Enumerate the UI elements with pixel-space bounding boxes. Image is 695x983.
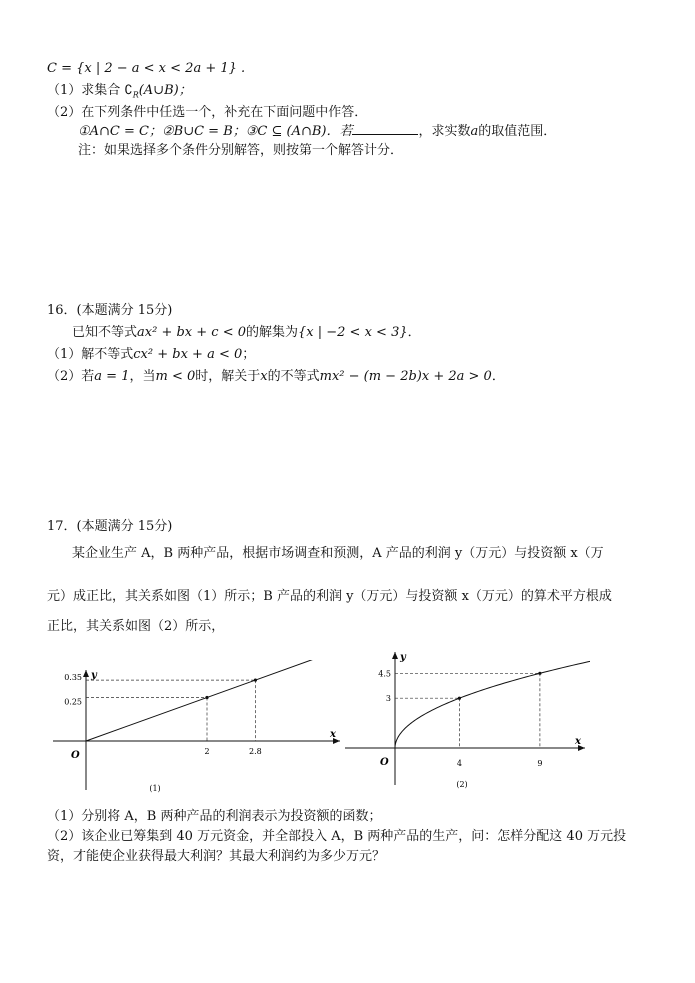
p16-stem	[72, 324, 421, 342]
p16-part2-a: （2）若	[47, 369, 95, 384]
p15-options-var: a	[470, 124, 479, 139]
y-axis-arrow	[392, 652, 398, 659]
origin-label: O	[71, 750, 80, 761]
figure-1-chart	[48, 660, 348, 800]
x-tick-label: 2.8	[249, 747, 262, 756]
p16-part2-cond2: m < 0	[155, 369, 196, 384]
p17-header-text: 17．(本题满分 15分)	[47, 519, 173, 534]
series-line	[395, 654, 590, 748]
p17-para2-text: 元）成正比，其关系如图（1）所示；B 产品的利润 y（万元）与投资额 x（万元）的算术平方根成	[47, 589, 612, 604]
p16-part2-var: x	[260, 369, 268, 384]
y-axis-label: y	[91, 670, 97, 681]
p16-part1	[47, 346, 255, 364]
p16-stem-expression: ax² + bx + c < 0	[137, 325, 246, 340]
p16-part2-b: ，当	[129, 369, 156, 384]
x-axis-label: x	[330, 729, 336, 740]
p16-stem-end: ．	[407, 325, 421, 340]
x-tick-label: 9	[537, 759, 543, 768]
p15-part1-text: （1）求集合 ∁	[47, 83, 133, 98]
x-tick-label: 2	[204, 747, 210, 756]
p15-part1-expression: (A∪B)；	[138, 83, 192, 98]
p16-part2-d: 的不等式	[267, 369, 320, 384]
set-c-expression: C = {x | 2 − a < x < 2a + 1} .	[47, 61, 246, 76]
p16-solution-set: {x | −2 < x < 3}	[298, 325, 408, 340]
p17-q2-text: （2）该企业已筹集到 40 万元资金，并全部投入 A，B 两种产品的生产，问：怎样分配这 40 万元投	[47, 829, 627, 844]
p16-stem-b: 的解集为	[246, 325, 299, 340]
p17-q1-text: （1）分别将 A，B 两种产品的利润表示为投资额的函数；	[47, 809, 382, 824]
p17-para1	[72, 545, 604, 563]
p17-para3	[47, 618, 224, 636]
p17-para3-text: 正比，其关系如图（2）所示，	[47, 619, 225, 634]
y-tick-label: 4.5	[378, 669, 391, 679]
figure-caption: (2)	[456, 780, 468, 789]
series-line	[86, 660, 348, 741]
p16-header	[47, 302, 172, 320]
x-tick-label: 4	[456, 759, 462, 768]
p16-part2-cond: a = 1	[94, 369, 130, 384]
p16-header-text: 16．(本题满分 15分)	[47, 303, 173, 318]
origin-label: O	[380, 757, 389, 768]
p17-para1-text: 某企业生产 A，B 两种产品，根据市场调查和预测，A 产品的利润 y（万元）与投资额 x（万	[72, 546, 604, 561]
figure-caption: (1)	[149, 784, 161, 793]
y-axis-arrow	[83, 670, 89, 677]
p16-part2-end: ．	[491, 369, 505, 384]
p15-note-text: 注：如果选择多个条件分别解答，则按第一个解答计分．	[78, 143, 404, 158]
data-point	[254, 679, 257, 682]
p15-note	[78, 142, 403, 160]
set-c-definition	[47, 60, 245, 78]
p15-options-mid: ，求实数	[418, 124, 471, 139]
figure-2-chart	[340, 645, 590, 795]
p16-part1-expression: cx² + bx + a < 0	[133, 347, 243, 362]
p15-options-text: ①A∩C = C；②B∪C = B；③C ⊆ (A∩B)．若	[78, 124, 353, 139]
p17-question2-cont	[47, 848, 385, 866]
p15-part2-text: （2）在下列条件中任选一个，补充在下面问题中作答．	[47, 105, 368, 120]
p17-question2	[47, 828, 626, 846]
p17-para2	[47, 588, 612, 606]
p17-q2-text-cont: 资，才能使企业获得最大利润？其最大利润约为多少万元？	[47, 849, 386, 864]
p16-part1-end: ；	[242, 347, 256, 362]
x-axis-label: x	[575, 736, 581, 747]
p15-part1	[47, 82, 192, 105]
y-tick-label: 0.35	[64, 673, 82, 683]
p17-header	[47, 518, 172, 536]
p15-options-end: 的取值范围．	[478, 124, 557, 139]
y-axis-label: y	[400, 652, 406, 663]
answer-blank	[352, 122, 418, 135]
y-tick-label: 3	[385, 694, 391, 704]
p17-question1	[47, 808, 381, 826]
data-point	[458, 697, 461, 700]
p16-part2-c: 时，解关于	[195, 369, 261, 384]
p15-part2	[47, 104, 367, 122]
p15-complement-subscript: R	[132, 90, 139, 100]
p15-options	[78, 122, 556, 141]
p16-part2	[47, 368, 505, 386]
p16-stem-a: 已知不等式	[72, 325, 138, 340]
p16-part1-a: （1）解不等式	[47, 347, 134, 362]
y-tick-label: 0.25	[64, 697, 82, 707]
p16-part2-expression: mx² − (m − 2b)x + 2a > 0	[319, 369, 492, 384]
data-point	[538, 672, 541, 675]
data-point	[205, 696, 208, 699]
